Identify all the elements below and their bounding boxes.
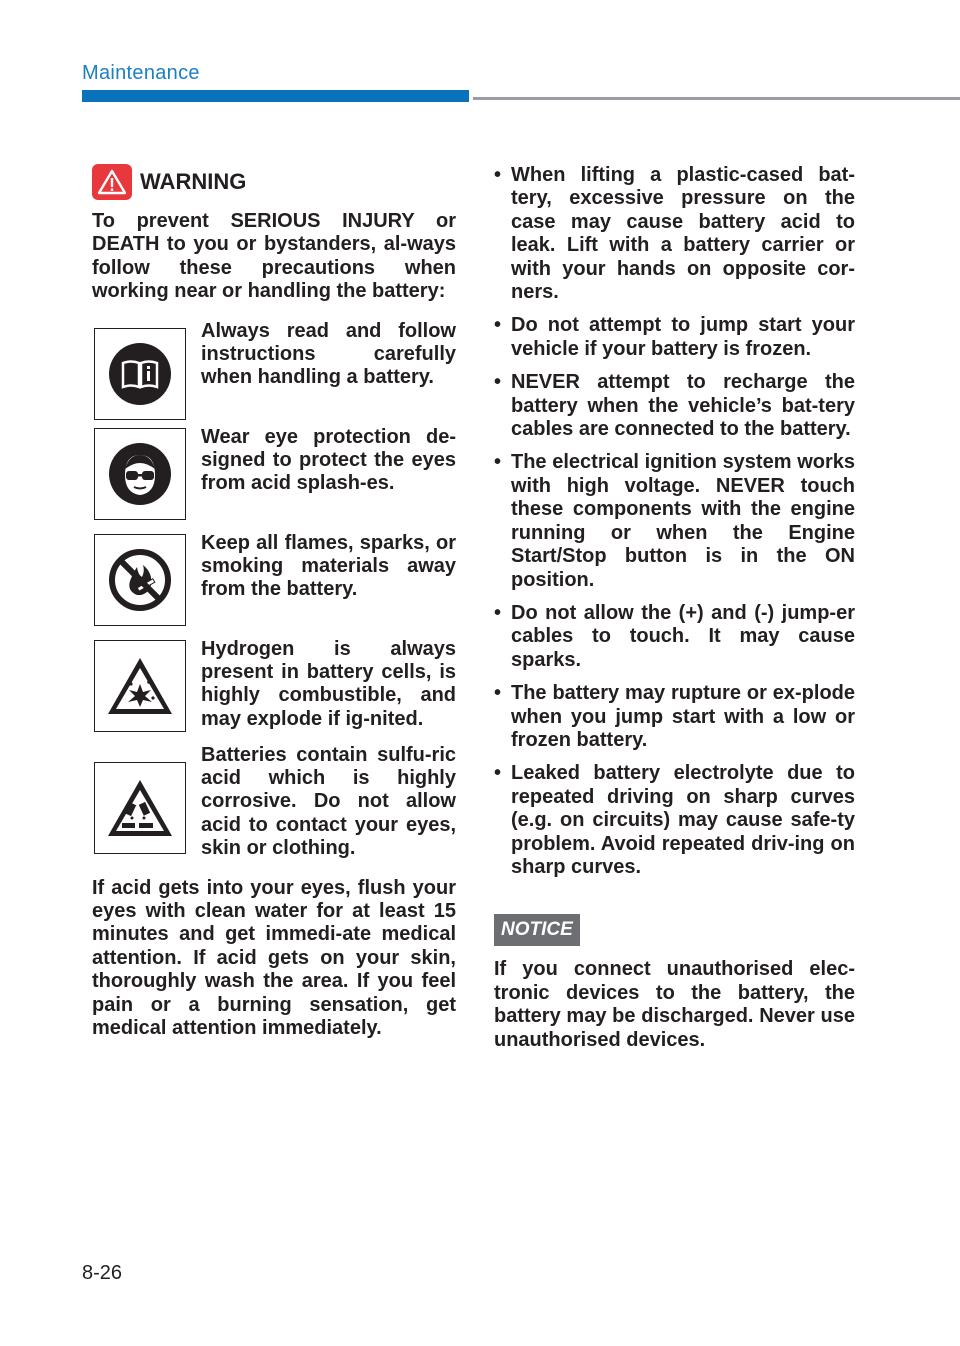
hazard-text: Hydrogen is always present in battery cells, is highly combustible, and may explode if ig-nited. [201, 637, 456, 730]
warning-bullet-list [494, 164, 855, 879]
header-rule-gray [473, 97, 960, 100]
read-manual-icon [94, 328, 186, 420]
bullet-text: Do not allow the (+) and (-) jump-er cables to touch. It may cause sparks. [511, 601, 855, 671]
list-item [494, 682, 855, 752]
bullet-text: NEVER attempt to recharge the battery when the vehicle’s bat-tery cables are connected to the battery. [511, 371, 855, 441]
warning-intro: To prevent SERIOUS INJURY or DEATH to you or bystanders, al-ways follow these precautions when working near or handling the battery: [92, 210, 456, 303]
notice-text: If you connect unauthorised elec-tronic devices to the battery, the battery may be discharged. Never use unauthorised devices. [494, 958, 855, 1051]
warning-label: WARNING [140, 169, 247, 194]
bullet-dot: • [494, 451, 502, 474]
hazard-text: Batteries contain sulfu-ric acid which is highly corrosive. Do not allow acid to contact your eyes, skin or clothing. [201, 743, 456, 860]
bullet-dot: • [494, 371, 502, 394]
bullet-text: The electrical ignition system works with high voltage. NEVER touch these components with the engine running or when the Engine Start/Stop button is in the ON position. [511, 451, 855, 591]
hazard-text: Wear eye protection de-signed to protect the eyes from acid splash-es. [201, 425, 456, 495]
corrosive-hazard-icon [94, 762, 186, 854]
bullet-text: Leaked battery electrolyte due to repeated driving on sharp curves (e.g. on circuits) may cause safe-ty problem. Avoid repeated driv-ing on sharp curves. [511, 762, 855, 878]
notice-badge: NOTICE [494, 914, 580, 946]
acid-note: If acid gets into your eyes, flush your eyes with clean water for at least 15 minutes and get immedi-ate medical attention. If acid gets on your skin, thoroughly wash the area. If you feel pain or a burning sensation, get medical attention immediately. [92, 876, 456, 1040]
eye-protection-icon [94, 428, 186, 520]
hazard-no-flames [92, 532, 456, 626]
no-flames-icon [94, 534, 186, 626]
left-column [92, 164, 456, 1041]
list-item [494, 451, 855, 591]
header-rule-blue [82, 90, 469, 102]
warning-triangle-icon [92, 164, 132, 200]
hazard-text: Keep all flames, sparks, or smoking materials away from the battery. [201, 531, 456, 601]
bullet-dot: • [494, 762, 502, 785]
bullet-text: Do not attempt to jump start your vehicle if your battery is frozen. [511, 314, 855, 360]
bullet-text: When lifting a plastic-cased bat-tery, excessive pressure on the case may cause battery acid to leak. Lift with a battery carrier or with your hands on opposite cor-ners. [511, 164, 855, 304]
hazard-text: Always read and follow instructions carefully when handling a battery. [201, 319, 456, 389]
hazard-read-instructions [92, 320, 456, 414]
hazard-explosion [92, 638, 456, 732]
explosion-hazard-icon [94, 640, 186, 732]
hazard-eye-protection [92, 426, 456, 520]
hazard-corrosive [92, 744, 456, 861]
list-item [494, 602, 855, 672]
right-column [494, 164, 855, 1052]
list-item [494, 762, 855, 879]
list-item [494, 371, 855, 441]
bullet-dot: • [494, 601, 502, 624]
bullet-dot: • [494, 682, 502, 705]
bullet-dot: • [494, 314, 502, 337]
bullet-text: The battery may rupture or ex-plode when you jump start with a low or frozen battery. [511, 682, 855, 751]
section-title: Maintenance [82, 62, 200, 84]
warning-header [92, 164, 456, 200]
page-number: 8-26 [82, 1262, 123, 1284]
list-item [494, 314, 855, 361]
list-item [494, 164, 855, 304]
bullet-dot: • [494, 164, 502, 186]
